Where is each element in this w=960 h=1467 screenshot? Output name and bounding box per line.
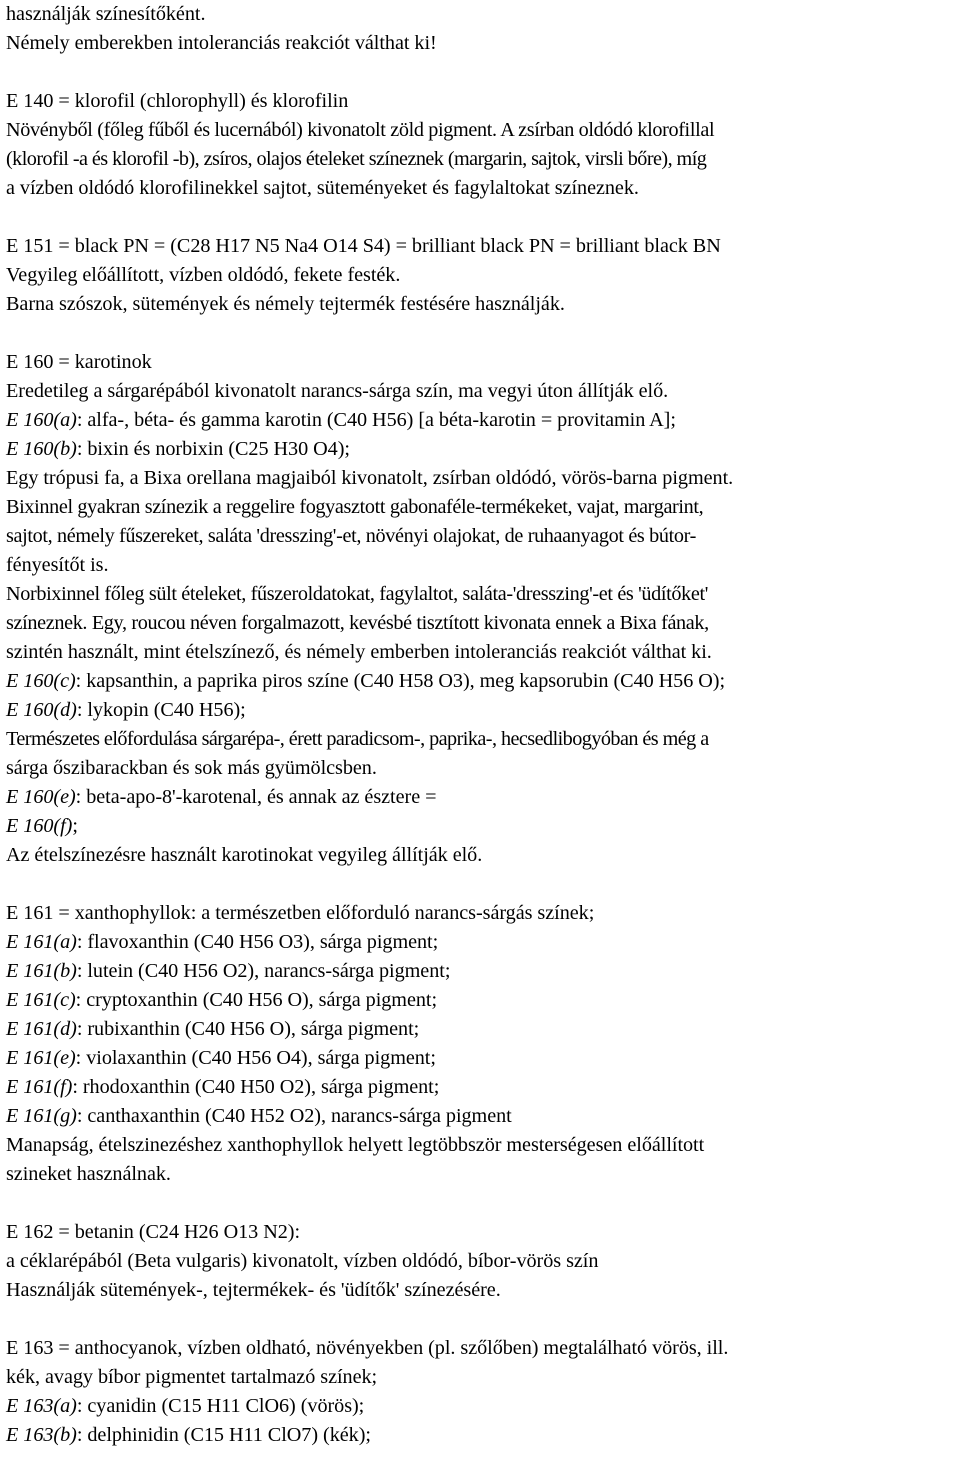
- paragraph-gap: [6, 58, 956, 87]
- line-text: : alfa-, béta- és gamma karotin (C40 H56) [a béta-karotin = provitamin A];: [76, 409, 676, 431]
- additive-line: [6, 928, 956, 957]
- e-number: E 161: [6, 902, 54, 924]
- text-line: [6, 725, 956, 754]
- additive-line: [6, 1015, 956, 1044]
- text-line: [6, 261, 956, 290]
- e-number: E 160(d): [6, 699, 77, 721]
- text-line: [6, 1131, 956, 1160]
- line-text: Növényből (főleg fűből és lucernából) kivonatolt zöld pigment. A zsírban oldódó klorofillal: [6, 119, 715, 141]
- e-number: E 160(e): [6, 786, 76, 808]
- text-line: [6, 493, 956, 522]
- additive-line: [6, 1044, 956, 1073]
- e-number: E 161(g): [6, 1105, 77, 1127]
- e-number: E 163(b): [6, 1424, 77, 1446]
- e-number: E 162: [6, 1221, 54, 1243]
- additive-line: [6, 1421, 956, 1450]
- line-text: szineket használnak.: [6, 1163, 171, 1185]
- line-text: Egy trópusi fa, a Bixa orellana magjaiból kivonatolt, zsírban oldódó, vörös-barna pigment.: [6, 467, 734, 489]
- line-text: a vízben oldódó klorofilinekkel sajtot, süteményeket és fagylaltokat színeznek.: [6, 177, 639, 199]
- additive-line: [6, 348, 956, 377]
- text-line: [6, 522, 956, 551]
- text-line: [6, 1247, 956, 1276]
- text-line: [6, 377, 956, 406]
- e-number: E 163(a): [6, 1395, 77, 1417]
- line-text: Az ételszínezésre használt karotinokat vegyileg állítják elő.: [6, 844, 483, 866]
- line-text: : flavoxanthin (C40 H56 O3), sárga pigment;: [76, 931, 439, 953]
- line-text: : lutein (C40 H56 O2), narancs-sárga pigment;: [76, 960, 451, 982]
- line-text: = xanthophyllok: a természetben előforduló narancs-sárgás színek;: [53, 902, 595, 924]
- text-line: [6, 145, 956, 174]
- text-line: [6, 841, 956, 870]
- paragraph-gap: [6, 1189, 956, 1218]
- line-text: = klorofil (chlorophyll) és klorofilin: [53, 90, 349, 112]
- e-number: E 160: [6, 351, 54, 373]
- additive-line: [6, 1392, 956, 1421]
- text-line: [6, 754, 956, 783]
- additive-line: [6, 667, 956, 696]
- document-page: [6, 0, 956, 1450]
- line-text: : bixin és norbixin (C25 H30 O4);: [76, 438, 350, 460]
- line-text: ;: [72, 815, 78, 837]
- e-number: E 160(a): [6, 409, 77, 431]
- text-line: [6, 464, 956, 493]
- line-text: Manapság, ételszinezéshez xanthophyllok helyett legtöbbször mesterségesen előállított: [6, 1134, 705, 1156]
- line-text: : beta-apo-8'-karotenal, és annak az észtere =: [75, 786, 437, 808]
- line-text: : delphinidin (C15 H11 ClO7) (kék);: [76, 1424, 371, 1446]
- text-line: [6, 116, 956, 145]
- line-text: = black PN = (C28 H17 N5 Na4 O14 S4) = brilliant black PN = brilliant black BN: [53, 235, 721, 257]
- line-text: sajtot, némely fűszereket, saláta 'dresszing'-et, növényi olajokat, de ruhaanyagot és bútor-: [6, 525, 696, 547]
- text-line: [6, 290, 956, 319]
- line-text: kék, avagy bíbor pigmentet tartalmazó színek;: [6, 1366, 378, 1388]
- line-text: = anthocyanok, vízben oldható, növényekben (pl. szőlőben) megtalálható vörös, ill.: [53, 1337, 729, 1359]
- text-line: [6, 174, 956, 203]
- text-line: [6, 0, 956, 29]
- additive-line: [6, 87, 956, 116]
- text-line: [6, 609, 956, 638]
- additive-line: [6, 812, 956, 841]
- line-text: = karotinok: [53, 351, 152, 373]
- e-number: E 161(b): [6, 960, 77, 982]
- additive-line: [6, 986, 956, 1015]
- text-line: [6, 1160, 956, 1189]
- text-line: [6, 29, 956, 58]
- text-line: [6, 1276, 956, 1305]
- line-text: : rhodoxanthin (C40 H50 O2), sárga pigment;: [72, 1076, 440, 1098]
- e-number: E 161(a): [6, 931, 77, 953]
- text-line: [6, 1363, 956, 1392]
- paragraph-gap: [6, 319, 956, 348]
- e-number: E 163: [6, 1337, 54, 1359]
- line-text: Eredetileg a sárgarépából kivonatolt narancs-sárga szín, ma vegyi úton állítják elő.: [6, 380, 669, 402]
- paragraph-gap: [6, 1305, 956, 1334]
- line-text: : rubixanthin (C40 H56 O), sárga pigment;: [76, 1018, 420, 1040]
- e-number: E 161(e): [6, 1047, 76, 1069]
- additive-line: [6, 696, 956, 725]
- line-text: Barna szószok, sütemények és némely tejtermék festésére használják.: [6, 293, 565, 315]
- line-text: szintén használt, mint ételszínező, és némely emberben intoleranciás reakciót válthat ki.: [6, 641, 712, 663]
- e-number: E 161(c): [6, 989, 76, 1011]
- additive-line: [6, 1218, 956, 1247]
- line-text: Bixinnel gyakran színezik a reggelire fogyasztott gabonaféle-termékeket, vajat, margarint,: [6, 496, 704, 518]
- additive-line: [6, 1073, 956, 1102]
- e-number: E 151: [6, 235, 54, 257]
- e-number: E 160(b): [6, 438, 77, 460]
- e-number: E 140: [6, 90, 54, 112]
- additive-line: [6, 406, 956, 435]
- additive-line: [6, 435, 956, 464]
- line-text: a céklarépából (Beta vulgaris) kivonatolt, vízben oldódó, bíbor-vörös szín: [6, 1250, 599, 1272]
- e-number: E 161(d): [6, 1018, 77, 1040]
- text-line: [6, 580, 956, 609]
- paragraph-gap: [6, 203, 956, 232]
- line-text: Természetes előfordulása sárgarépa-, érett paradicsom-, paprika-, hecsedlibogyóban és még a: [6, 728, 709, 750]
- paragraph-gap: [6, 870, 956, 899]
- line-text: : canthaxanthin (C40 H52 O2), narancs-sárga pigment: [76, 1105, 512, 1127]
- line-text: Norbixinnel főleg sült ételeket, fűszeroldatokat, fagylaltot, saláta-'dresszing'-et és 'üdítőket': [6, 583, 709, 605]
- line-text: : lykopin (C40 H56);: [76, 699, 246, 721]
- e-number: E 160(c): [6, 670, 76, 692]
- additive-line: [6, 783, 956, 812]
- additive-line: [6, 232, 956, 261]
- e-number: E 161(f): [6, 1076, 73, 1098]
- additive-line: [6, 957, 956, 986]
- line-text: használják színesítőként.: [6, 3, 206, 25]
- text-line: [6, 638, 956, 667]
- line-text: : cyanidin (C15 H11 ClO6) (vörös);: [76, 1395, 365, 1417]
- line-text: fényesítőt is.: [6, 554, 109, 576]
- additive-line: [6, 899, 956, 928]
- text-line: [6, 551, 956, 580]
- line-text: : cryptoxanthin (C40 H56 O), sárga pigment;: [75, 989, 438, 1011]
- line-text: Használják sütemények-, tejtermékek- és 'üdítők' színezésére.: [6, 1279, 501, 1301]
- additive-line: [6, 1102, 956, 1131]
- line-text: Vegyileg előállított, vízben oldódó, fekete festék.: [6, 264, 401, 286]
- additive-line: [6, 1334, 956, 1363]
- line-text: színeznek. Egy, roucou néven forgalmazott, kevésbé tisztított kivonata ennek a Bixa fának,: [6, 612, 709, 634]
- e-number: E 160(f): [6, 815, 73, 837]
- line-text: = betanin (C24 H26 O13 N2):: [53, 1221, 301, 1243]
- line-text: : kapsanthin, a paprika piros színe (C40 H58 O3), meg kapsorubin (C40 H56 O);: [75, 670, 725, 692]
- line-text: sárga őszibarackban és sok más gyümölcsben.: [6, 757, 377, 779]
- line-text: Némely emberekben intoleranciás reakciót válthat ki!: [6, 32, 437, 54]
- line-text: (klorofil -a és klorofil -b), zsíros, olajos ételeket színeznek (margarin, sajtok, virsli bőre), míg: [6, 148, 707, 170]
- line-text: : violaxanthin (C40 H56 O4), sárga pigment;: [75, 1047, 436, 1069]
